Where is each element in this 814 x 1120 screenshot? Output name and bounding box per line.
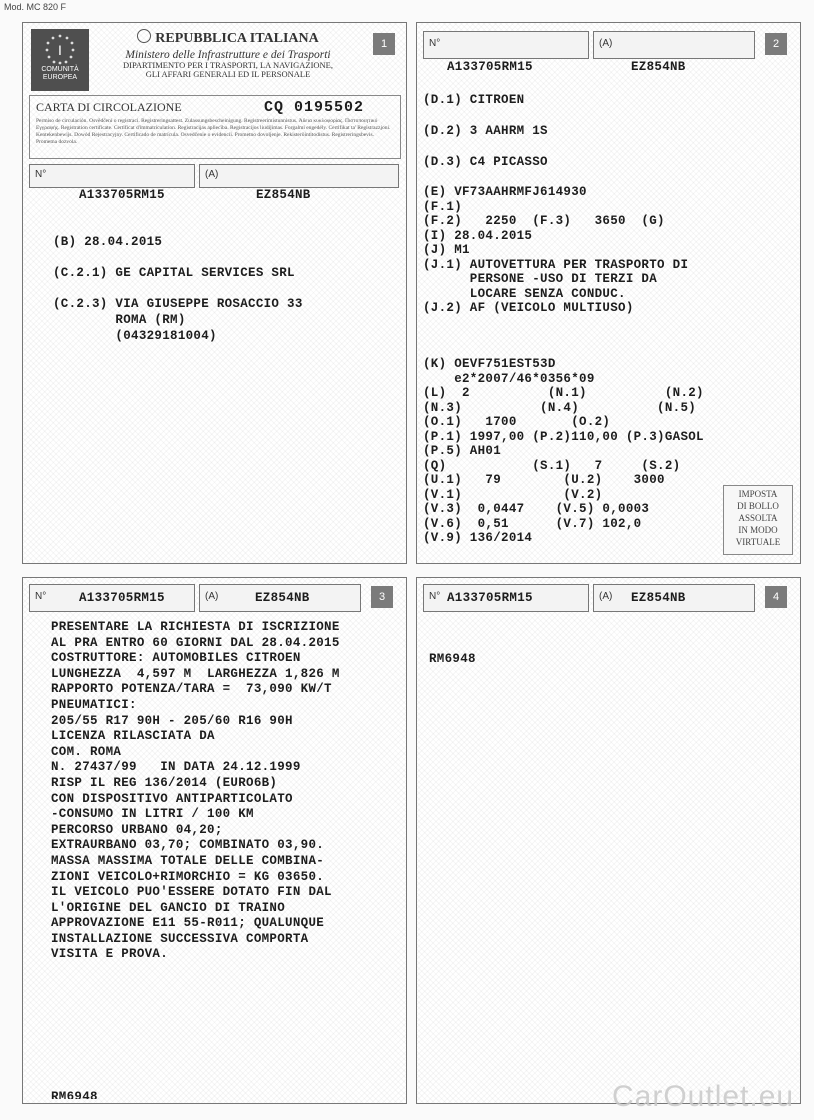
field-j1-line2: PERSONE -USO DI TERZI DA [423,272,658,286]
field-l: (L) 2 (N.1) (N.2) [423,386,704,400]
remarks-text: PRESENTARE LA RICHIESTA DI ISCRIZIONE AL PRA ENTRO 60 GIORNI DAL 28.04.2015 COSTRUTTORE: AUTOMOBILES CITROEN LUNGHEZZA 4,597 M LARGHEZZA 1,826 M RAPPORTO POTENZA/TARA = 73,090 KW/T PNEUMATICI: 205/55 R17 90H - 205/60 R16 90H LICENZA RILASCIATA DA COM. ROMA N. 27437/99 IN DATA 24.12.1999 RISP IL REG 136/2014 (EURO6B) CON DISPOSITIVO ANTIPARTICOLATO -CONSUMO IN LITRI / 100 KM PERCORSO URBANO 04,20; EXTRAURBANO 03,70; COMBINATO 03,90. MASSA MASSIMA TOTALE DELLE COMBINA- ZIONI VEICOLO+RIMORCHIO = KG 03650. IL VEICOLO PUO'ESSERE DOTATO FIN DAL L'ORIGINE DEL GANCIO DI TRAINO APPROVAZIONE E11 55-R011; QUALUNQUE INSTALLAZIONE SUCCESSIVA COMPORTA VISITA E PROVA. [51,620,340,962]
field-v1: (V.1) (V.2) [423,487,603,502]
field-k: (K) OEVF751EST53D [423,357,556,371]
doc-title: CARTA DI CIRCOLAZIONE [36,100,182,114]
header [93,29,363,79]
panel-1 [22,22,407,564]
doc-title-box [29,95,401,159]
a-label: (A) [599,38,613,49]
panel-3 [22,577,407,1104]
field-p5: (P.5) AH01 [423,444,502,458]
panel-number: 2 [765,33,787,55]
republic-title: REPUBBLICA ITALIANA [93,29,363,47]
field-i: (I) 28.04.2015 [423,228,533,243]
field-d1: (D.1) CITROEN [423,93,525,107]
field-o1: (O.1) 1700 (O.2) [423,415,611,429]
emblem-icon [137,29,151,43]
field-v3: (V.3) 0,0447 (V.5) 0,0003 [423,502,650,516]
a-value: EZ854NB [631,60,686,74]
field-b: (B) 28.04.2015 [53,235,163,249]
field-e: (E) VF73AAHRMFJ614930 [423,185,587,199]
watermark: CarOutlet.eu [612,1080,795,1113]
registry-code: RM6948 [429,652,476,666]
field-c21: (C.2.1) GE CAPITAL SERVICES SRL [53,266,295,280]
department: DIPARTIMENTO PER I TRASPORTI, LA NAVIGAZIONE, GLI AFFARI GENERALI ED IL PERSONALE [123,60,333,79]
field-c23-code: (04329181004) [53,329,217,343]
n-value: A133705RM15 [79,591,165,605]
field-d3: (D.3) C4 PICASSO [423,155,548,169]
field-v9: (V.9) 136/2014 [423,531,533,545]
a-label: (A) [599,591,613,602]
serial-number: CQ 0195502 [264,99,365,116]
field-f1: (F.1) [423,199,463,214]
field-j: (J) M1 [423,243,470,257]
field-j2: (J.2) AF (VEICOLO MULTIUSO) [423,301,634,315]
field-j1-line3: LOCARE SENZA CONDUC. [423,286,626,301]
translations: Permiso de circulación. Osvědčení o registraci. Registreringsattest. Zulassungsbescheinigung. Registreerimistunnistus. Άδεια κυκλοφορίας. Πιστοποιητικό Εγγραφής. Registration certificate. Certificat d'immatriculation. Registracijas apliecība. Registracijos liudijimas. Forgalmi engedély. Certifikat ta' Registrazzjoni. Kentekenbewijs. Dowód Rejestracyjny. Certificado de matrícula. Osvedčenie o evidencii. Prometno dovoljenje. Rekisteröintitodistus. Registreringsbevis. Prometna dozvola. [36,118,391,145]
a-box [593,31,755,59]
field-c23-city: ROMA (RM) [53,313,186,327]
field-u1: (U.1) 79 (U.2) 3000 [423,473,665,487]
eu-flag [31,29,89,91]
n-label: N° [35,591,47,602]
field-k-approval: e2*2007/46*0356*09 [423,371,595,386]
field-d2: (D.2) 3 AAHRM 1S [423,124,548,138]
n-label: N° [35,169,47,180]
field-j1: (J.1) AUTOVETTURA PER TRASPORTO DI [423,257,689,272]
field-v6: (V.6) 0,51 (V.7) 102,0 [423,516,642,531]
field-n3: (N.3) (N.4) (N.5) [423,400,697,415]
n-value: A133705RM15 [447,60,533,74]
field-p1: (P.1) 1997,00 (P.2)110,00 (P.3)GASOL [423,429,704,444]
n-label: N° [429,591,441,602]
a-label: (A) [205,591,219,602]
tax-stamp: IMPOSTA DI BOLLO ASSOLTA IN MODO VIRTUALE [723,485,793,555]
n-value: A133705RM15 [79,188,165,202]
ministry: Ministero delle Infrastrutture e dei Trasporti [125,49,331,61]
n-value: A133705RM15 [447,591,533,605]
field-c23: (C.2.3) VIA GIUSEPPE ROSACCIO 33 [53,297,303,311]
a-value: EZ854NB [255,591,310,605]
field-q: (Q) (S.1) 7 (S.2) [423,458,681,473]
n-label: N° [429,38,441,49]
panel-number: 3 [371,586,393,608]
eu-label: COMUNITÀ EUROPEA [41,66,79,81]
eu-letter: I [58,42,62,58]
a-label: (A) [205,169,219,180]
n-box [29,164,195,188]
footer-code: RM6948 [51,1090,98,1099]
a-value: EZ854NB [256,188,311,202]
a-value: EZ854NB [631,591,686,605]
n-box [423,31,589,59]
panel-number: 4 [765,586,787,608]
panel-2 [416,22,801,564]
panel-number: 1 [373,33,395,55]
form-code: Mod. MC 820 F [4,2,67,12]
technical-data-block [423,357,704,546]
a-box [199,164,399,188]
panel-4 [416,577,801,1104]
field-f2: (F.2) 2250 (F.3) 3650 (G) [423,214,665,228]
eu-stars-icon [40,32,80,66]
vehicle-data-block [423,185,688,316]
